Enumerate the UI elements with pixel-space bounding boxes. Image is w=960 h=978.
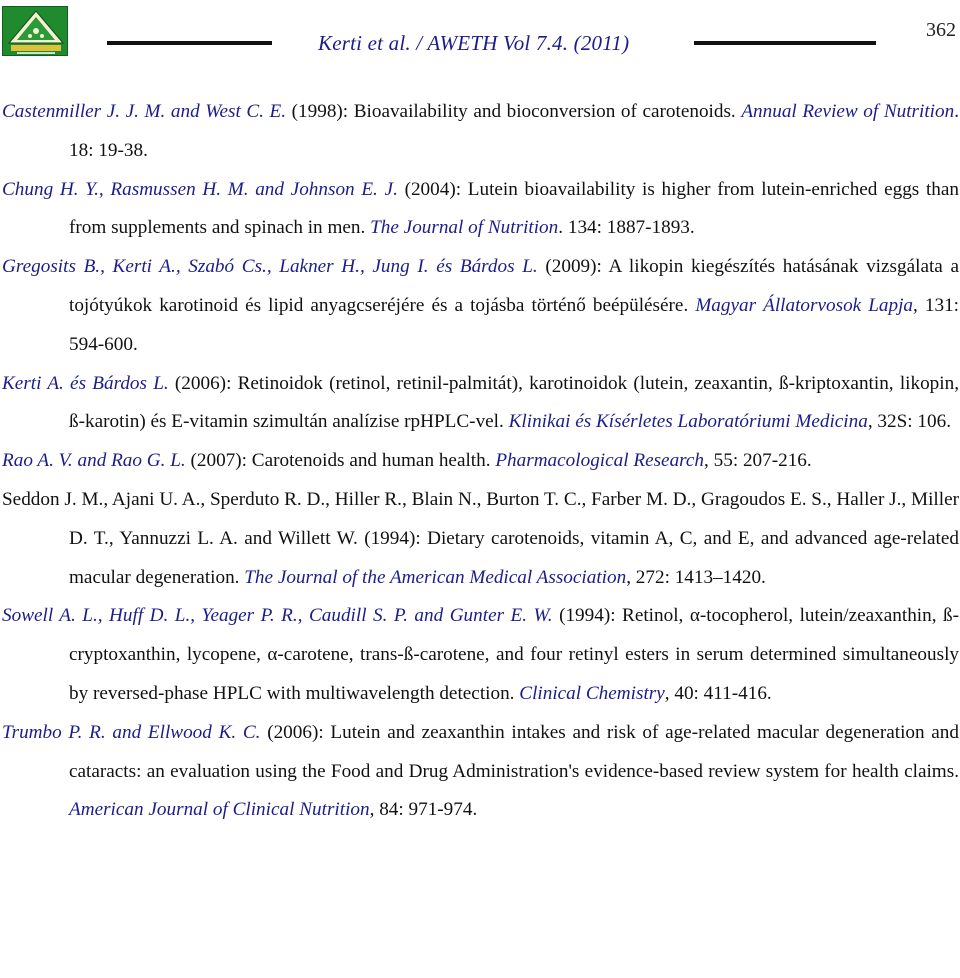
aweth-logo-graphic (3, 7, 68, 56)
reference-journal: Pharmacological Research (495, 450, 705, 472)
reference-title: (1994): Dietary carotenoids, vitamin A, C, and E, and advanced age-related macular degeneration. (69, 527, 959, 588)
reference-authors: Gregosits B., Kerti A., Szabó Cs., Lakner H., Jung I. és Bárdos L. (2, 256, 538, 278)
reference-volume: , 55: 207-216. (704, 450, 812, 472)
header-rule-right (694, 41, 876, 45)
reference-authors: Sowell A. L., Huff D. L., Yeager P. R., Caudill S. P. and Gunter E. W. (2, 605, 553, 627)
reference-title: (2006): Lutein and zeaxanthin intakes and risk of age-related macular degeneration and cataracts: an evaluation using the Food and Drug Administration's evidence-based review system for health claims. (69, 721, 959, 782)
page-number: 362 (926, 19, 956, 41)
reference-list (2, 93, 959, 830)
reference-journal: Clinical Chemistry (519, 682, 665, 704)
reference-authors: Trumbo P. R. and Ellwood K. C. (2, 721, 261, 743)
reference-journal: The Journal of the American Medical Association (244, 566, 627, 588)
reference-entry (2, 365, 959, 443)
reference-title: (2004): Lutein bioavailability is higher from lutein-enriched eggs than from supplements and spinach in men. (69, 178, 959, 239)
reference-volume: . 18: 19-38. (69, 101, 959, 161)
reference-entry (2, 442, 959, 481)
reference-volume: , 272: 1413–1420. (626, 566, 766, 588)
reference-entry (2, 248, 959, 364)
running-head: Kerti et al. / AWETH Vol 7.4. (2011) (318, 31, 630, 55)
reference-journal: Annual Review of Nutrition (741, 101, 955, 122)
reference-volume: . 134: 1887-1893. (558, 217, 695, 239)
reference-entry (2, 93, 959, 171)
reference-entry (2, 171, 959, 249)
reference-volume: , 40: 411-416. (664, 682, 772, 704)
page-header (0, 0, 960, 70)
reference-journal: American Journal of Clinical Nutrition (69, 799, 370, 821)
reference-volume: , 32S: 106. (867, 411, 951, 433)
reference-authors: Chung H. Y., Rasmussen H. M. and Johnson E. J. (2, 178, 398, 200)
reference-entry (2, 597, 959, 713)
reference-authors: Kerti A. és Bárdos L. (2, 372, 169, 394)
reference-title: (2007): Carotenoids and human health. (185, 450, 496, 472)
reference-authors: Rao A. V. and Rao G. L. (2, 450, 186, 472)
reference-title: (1994): Retinol, α-tocopherol, lutein/zeaxanthin, ß-cryptoxanthin, lycopene, α-carotene, trans-ß-carotene, and four retinyl esters in serum determined simultaneously by reversed-phase HPLC with multiwavelength detection. (69, 605, 959, 704)
reference-title: (2009): A likopin kiegészítés hatásának vizsgálata a tojótyúkok karotinoid és lipid anyagcseréjére és a tojásba történő beépülésére. (69, 256, 959, 316)
reference-volume: , 84: 971-974. (369, 799, 478, 821)
reference-title: (1998): Bioavailability and bioconversion of carotenoids. (286, 101, 742, 122)
reference-authors: Castenmiller J. J. M. and West C. E. (2, 101, 287, 122)
aweth-logo (2, 6, 68, 56)
reference-title: (2006): Retinoidok (retinol, retinil-palmitát), karotinoidok (lutein, zeaxantin, ß-kriptoxantin, likopin, ß-karotin) és E-vitamin szimultán analízise rpHPLC-vel. (69, 372, 959, 433)
reference-journal: Magyar Állatorvosok Lapja (695, 294, 914, 316)
reference-entry (2, 481, 959, 597)
reference-journal: Klinikai és Kísérletes Laboratóriumi Medicina (508, 411, 868, 433)
header-rule-left (107, 41, 272, 45)
reference-entry (2, 714, 959, 830)
reference-authors: Seddon J. M., Ajani U. A., Sperduto R. D., Hiller R., Blain N., Burton T. C., Farber M. D., Gragoudos E. S., Haller J., Miller D. T., Yannuzzi L. A. and Willett W. (2, 488, 959, 549)
reference-volume: , 131: 594-600. (69, 294, 960, 355)
reference-journal: The Journal of Nutrition (370, 217, 559, 239)
